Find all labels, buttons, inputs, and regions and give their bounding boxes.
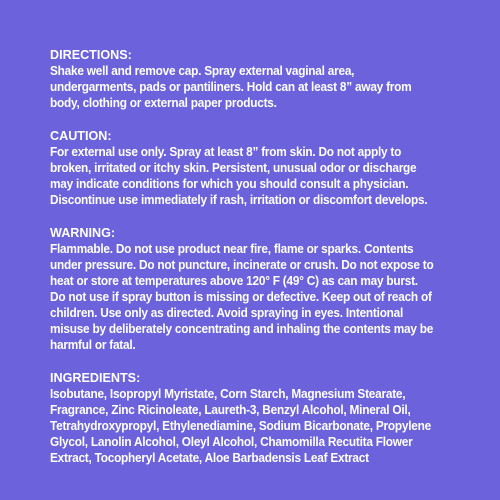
warning-line-5: children. Use only as directed. Avoid spraying in eyes. Intentional xyxy=(50,306,404,320)
caution-line-2: broken, irritated or itchy skin. Persistent, unusual odor or discharge xyxy=(50,161,417,175)
warning-line-2: under pressure. Do not puncture, incinerate or crush. Do not expose to xyxy=(50,258,434,272)
warning-heading: WARNING: xyxy=(50,226,116,240)
directions-text xyxy=(50,63,482,111)
caution-line-3: may indicate conditions for which you should consult a physician. xyxy=(50,177,409,191)
ingredients-section xyxy=(50,370,482,466)
warning-line-3: heat or store at temperatures above 120° F (49° C) as can may burst. xyxy=(50,274,418,288)
directions-line-1: Shake well and remove cap. Spray external vaginal area, xyxy=(50,64,355,78)
warning-line-4: Do not use if spray button is missing or defective. Keep out of reach of xyxy=(50,290,432,304)
ingredients-line-5: Extract, Tocopheryl Acetate, Aloe Barbadensis Leaf Extract xyxy=(50,451,369,465)
caution-text xyxy=(50,144,482,208)
warning-text xyxy=(50,241,482,353)
warning-line-1: Flammable. Do not use product near fire, flame or sparks. Contents xyxy=(50,242,414,256)
ingredients-line-4: Glycol, Lanolin Alcohol, Oleyl Alcohol, Chamomilla Recutita Flower xyxy=(50,435,413,449)
ingredients-heading: INGREDIENTS: xyxy=(50,371,141,385)
ingredients-text xyxy=(50,386,482,466)
ingredients-line-3: Tetrahydroxypropyl, Ethylenediamine, Sodium Bicarbonate, Propylene xyxy=(50,419,431,433)
warning-line-6: misuse by deliberately concentrating and inhaling the contents may be xyxy=(50,322,434,336)
warning-line-7: harmful or fatal. xyxy=(50,338,136,352)
caution-section xyxy=(50,128,482,208)
caution-heading: CAUTION: xyxy=(50,129,112,143)
ingredients-line-2: Fragrance, Zinc Ricinoleate, Laureth-3, Benzyl Alcohol, Mineral Oil, xyxy=(50,403,411,417)
directions-line-3: body, clothing or external paper products. xyxy=(50,96,277,110)
directions-section xyxy=(50,47,482,111)
directions-heading: DIRECTIONS: xyxy=(50,48,132,62)
ingredients-line-1: Isobutane, Isopropyl Myristate, Corn Starch, Magnesium Stearate, xyxy=(50,387,406,401)
caution-line-1: For external use only. Spray at least 8” from skin. Do not apply to xyxy=(50,145,402,159)
warning-section xyxy=(50,225,482,353)
directions-line-2: undergarments, pads or pantiliners. Hold can at least 8” away from xyxy=(50,80,412,94)
caution-line-4: Discontinue use immediately if rash, irritation or discomfort develops. xyxy=(50,193,428,207)
